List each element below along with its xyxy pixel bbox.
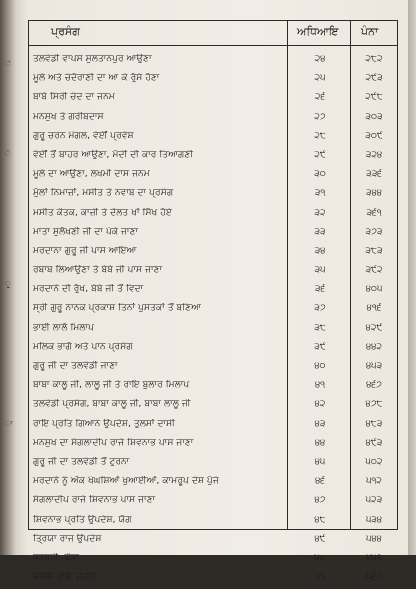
- row-page: ੨੯੮: [365, 92, 383, 103]
- row-page: ੪੯੩: [365, 437, 383, 448]
- row-page: ੫੧੨: [366, 476, 382, 487]
- row-chapter: ੪੭: [314, 495, 326, 506]
- bleed-mark: ੱ: [5, 60, 11, 68]
- row-title: ਮੂਲੇ ਦਾ ਆਉਣਾ, ਲਖਮੀ ਦਾਸ ਜਨਮ: [33, 169, 150, 180]
- row-chapter: ੪੯: [314, 533, 326, 544]
- contents-rows: [29, 52, 397, 589]
- row-chapter: ੫੦: [314, 552, 326, 563]
- row-chapter: ੩੯: [314, 341, 326, 352]
- table-row: [29, 263, 397, 282]
- table-row: [29, 301, 397, 320]
- row-title: ਬਾਬਾ ਕਾਲੂ ਜੀ, ਲਾਲੂ ਜੀ ਤੇ ਰਾਇ ਬੁਲਾਰ ਮਿਲਾਪ: [33, 380, 190, 391]
- row-chapter: ੪੪: [314, 437, 326, 448]
- row-title: ਸ਼ਿਵਨਾਭ ਪ੍ਰਤਿ ਉਪਦੇਸ਼, ਯੋਗ: [33, 514, 132, 525]
- table-row: [29, 129, 397, 148]
- row-page: ੪੭੮: [365, 399, 383, 410]
- row-page: ੩੮੩: [365, 245, 383, 256]
- contents-table: [28, 20, 398, 583]
- row-title: ਮਾਤਾ ਸੁਲੱਖਣੀ ਜੀ ਦਾ ਪੇਕੇ ਜਾਣਾ: [33, 226, 139, 237]
- header-rule: [29, 45, 397, 46]
- bleed-mark: ੂ: [5, 280, 11, 288]
- row-page: ੪੨੯: [365, 322, 383, 333]
- row-title: ਗੁਰੂ ਚਰਨ ਮੰਗਲ, ਵੇਈਂ ਪ੍ਰਵੇਸ਼: [33, 130, 134, 141]
- row-title: ਰਬਾਬ ਲਿਆਉਣਾ ਤੇ ਬੇਬੇ ਜੀ ਪਾਸ ਜਾਣਾ: [33, 265, 163, 276]
- row-page: ੩੦੩: [365, 111, 383, 122]
- row-chapter: ੨੫: [314, 73, 326, 84]
- row-chapter: ੪੧: [314, 380, 326, 391]
- row-chapter: ੨੯: [314, 149, 326, 160]
- table-row: [29, 282, 397, 301]
- row-chapter: ੨੬: [314, 92, 326, 103]
- table-row: [29, 532, 397, 551]
- table-row: [29, 52, 397, 71]
- row-page: ੨੯੩: [365, 73, 383, 84]
- row-chapter: ੪੬: [315, 476, 325, 487]
- row-title: ਮਰਦਾਨੇ ਨੂੰ ਅੱਕ ਖੰਘਸ਼ਿਆਂ ਖੁਆਈਆਂ, ਕਾਮਰੂਪ ਦੇਸ਼ ਪੁੱਜੇ: [33, 476, 219, 487]
- row-chapter: ੩੧: [314, 188, 326, 199]
- row-chapter: ੪੮: [314, 514, 326, 525]
- row-page: ੩੩੬: [366, 169, 382, 180]
- row-title: ਰਾਇ ਪ੍ਰਤਿ ਗਿਆਨ ਉਪਦੇਸ਼, ਤੁਲਸਾਂ ਦਾਸੀ: [33, 418, 175, 429]
- row-page: ੪੬੭: [366, 380, 382, 391]
- row-title: ਮਨਸੁਖ ਤੇ ਗਰੀਬਦਾਸ: [33, 111, 104, 122]
- table-row: [29, 436, 397, 455]
- row-title: ਮਸੀਤ ਕੌਤਕ, ਕਾਜ਼ੀ ਤੇ ਦੌਲਤ ਖਾਂ ਸਿੱਖ ਹੋਏ: [33, 207, 173, 218]
- table-row: [29, 417, 397, 436]
- row-page: ੩੭੩: [365, 226, 383, 237]
- header-chapter: ਅਧਿਆਇ: [297, 25, 339, 38]
- table-row: [29, 225, 397, 244]
- row-title: ਤਲਵੰਡੀ ਵਾਪਸ ਸੁਲਤਾਨਪੁਰ ਆਉਣਾ: [33, 54, 152, 64]
- row-title: ਮਨਸੁਖ ਦਾ ਸੰਗਲਾਦੀਪ ਰਾਜੇ ਸ਼ਿਵਨਾਭ ਪਾਸ ਜਾਣਾ: [33, 437, 194, 448]
- table-row: [29, 244, 397, 263]
- row-page: ੩੯੨: [365, 265, 383, 276]
- row-page: ੫੦੨: [365, 456, 383, 467]
- table-row: [29, 493, 397, 512]
- table-row: [29, 206, 397, 225]
- row-chapter: ੩੪: [314, 245, 326, 256]
- row-chapter: ੪੦: [314, 361, 326, 371]
- bleed-mark: ੇ: [5, 150, 11, 158]
- row-chapter: ੩੭: [314, 303, 326, 314]
- row-title: ਭਰਥਰੀ, ਕੌਡਾ: [33, 552, 80, 563]
- table-row: [29, 340, 397, 359]
- row-chapter: ੩੦: [314, 169, 326, 180]
- row-page: ੪੧੬: [366, 303, 382, 314]
- row-title: ਮਰਦਾਨਾ ਗੁਰੂ ਜੀ ਪਾਸ ਆਇਆ: [33, 245, 137, 256]
- row-title: ਤ੍ਰਿਯਾ ਰਾਜ ਉਪਦੇਸ਼: [33, 533, 102, 544]
- row-page: ੩੨੪: [365, 149, 383, 160]
- table-row: [29, 397, 397, 416]
- table-row: [29, 321, 397, 340]
- page-edge: [408, 0, 416, 555]
- row-title: ਸ੍ਰੀ ਗੁਰੂ ਨਾਨਕ ਪ੍ਰਕਾਸ਼ ਤਿਨਾਂ ਪੁਸਤਕਾਂ ਤੋਂ ਬਣਿਆ: [33, 303, 202, 314]
- header-page: ਪੰਨਾ: [361, 25, 379, 38]
- row-chapter: ੨੭: [314, 111, 326, 122]
- table-row: [29, 455, 397, 474]
- table-row: [29, 148, 397, 167]
- row-title: ਮੁੱਲਾਂ ਨਿਮਾਜ਼ਾਂ, ਮਸੀਤ ਤੇ ਨਵਾਬ ਦਾ ਪ੍ਰਸੰਗ: [33, 188, 174, 199]
- row-title: ਮੂਲੇ ਅਤੇ ਚੰਦੋਰਾਣੀ ਦਾ ਆ ਕੇ ਰੁੱਸੇ ਹੋਣਾ: [33, 73, 160, 84]
- row-chapter: ੪੩: [314, 418, 326, 429]
- header-topic: ਪ੍ਰਸੰਗ: [51, 25, 80, 38]
- row-title: ਸੰਗਲਾਦੀਪ ਰਾਜੇ ਸ਼ਿਵਨਾਭ ਪਾਸ ਜਾਣਾ: [33, 495, 156, 506]
- row-title: ਤਲਵੰਡੀ ਪ੍ਰਸੰਗ, ਬਾਬਾ ਕਾਲੂ ਜੀ, ਬਾਬਾ ਲਾਲੂ ਜੀ: [33, 399, 191, 410]
- row-title: ਮਲਿਕ ਭਾਗੋ ਅਤੇ ਪਾਨ ਪ੍ਰਸੰਗ: [33, 341, 133, 352]
- row-page: ੩੦੯: [365, 130, 383, 141]
- row-chapter: ੪੫: [314, 456, 326, 467]
- row-page: ੩੪੪: [366, 188, 382, 199]
- row-page: ੫੩੪: [365, 514, 383, 525]
- row-page: ੪੮੩: [365, 418, 383, 429]
- row-title: ਗੁਰੂ ਜੀ ਦਾ ਤਲਵੰਡੀ ਜਾਣਾ: [33, 361, 118, 371]
- table-row: [29, 570, 397, 589]
- row-page: ੫੬੭: [366, 572, 382, 583]
- table-row: [29, 513, 397, 532]
- bleed-mark: ਾ: [5, 420, 13, 428]
- row-page: ੫੨੩: [365, 495, 383, 506]
- row-chapter: ੩੨: [314, 207, 326, 218]
- row-page: ੫੪੪: [366, 533, 382, 544]
- table-row: [29, 474, 397, 493]
- row-chapter: ੨੪: [314, 54, 326, 64]
- row-title: ਬਾਬੇ ਸਿਰੀ ਚੰਦ ਦਾ ਜਨਮ: [33, 92, 115, 103]
- table-row: [29, 71, 397, 90]
- row-chapter: ੩੫: [314, 265, 326, 276]
- row-chapter: ੫੧: [314, 572, 326, 583]
- row-title: ਵੇਈਂ ਤੋਂ ਬਾਹਰ ਆਉਣਾ, ਮੋਦੀ ਦੀ ਕਾਰ ਤਿਆਗਣੀ: [33, 149, 194, 160]
- row-chapter: ੩੮: [314, 322, 326, 333]
- row-page: ੫੫੧: [366, 552, 382, 563]
- row-page: ੨੮੨: [365, 54, 383, 64]
- row-title: ਮਰਦਾਨੇ ਦੀ ਰੁੱਖ, ਬੇਬੇ ਜੀ ਤੋਂ ਵਿਦਾ: [33, 284, 144, 295]
- table-row: [29, 551, 397, 570]
- table-row: [29, 90, 397, 109]
- table-row: [29, 378, 397, 397]
- table-row: [29, 186, 397, 205]
- row-chapter: ੩੩: [314, 226, 326, 237]
- table-row: [29, 167, 397, 186]
- row-title: ਗੁਰੂ ਜੀ ਦਾ ਤਲਵੰਡੀ ਤੋਂ ਟੁਰਨਾ: [33, 456, 130, 467]
- row-chapter: ੪੨: [314, 399, 326, 410]
- row-chapter: ੨੮: [314, 130, 326, 141]
- row-chapter: ੩੬: [314, 284, 326, 295]
- row-page: ੪੪੨: [366, 341, 382, 352]
- row-page: ੪੦੫: [365, 284, 383, 295]
- row-title: ਭਾਈ ਲਾਲੋ ਮਿਲਾਪ: [33, 322, 95, 333]
- table-row: [29, 359, 397, 378]
- row-title: ਸਾਲਸ ਰਾਇ ਜੌਹਰੀ: [33, 572, 97, 583]
- table-row: [29, 110, 397, 129]
- row-page: ੩੬੧: [366, 207, 382, 218]
- row-page: ੪੫੩: [365, 361, 383, 371]
